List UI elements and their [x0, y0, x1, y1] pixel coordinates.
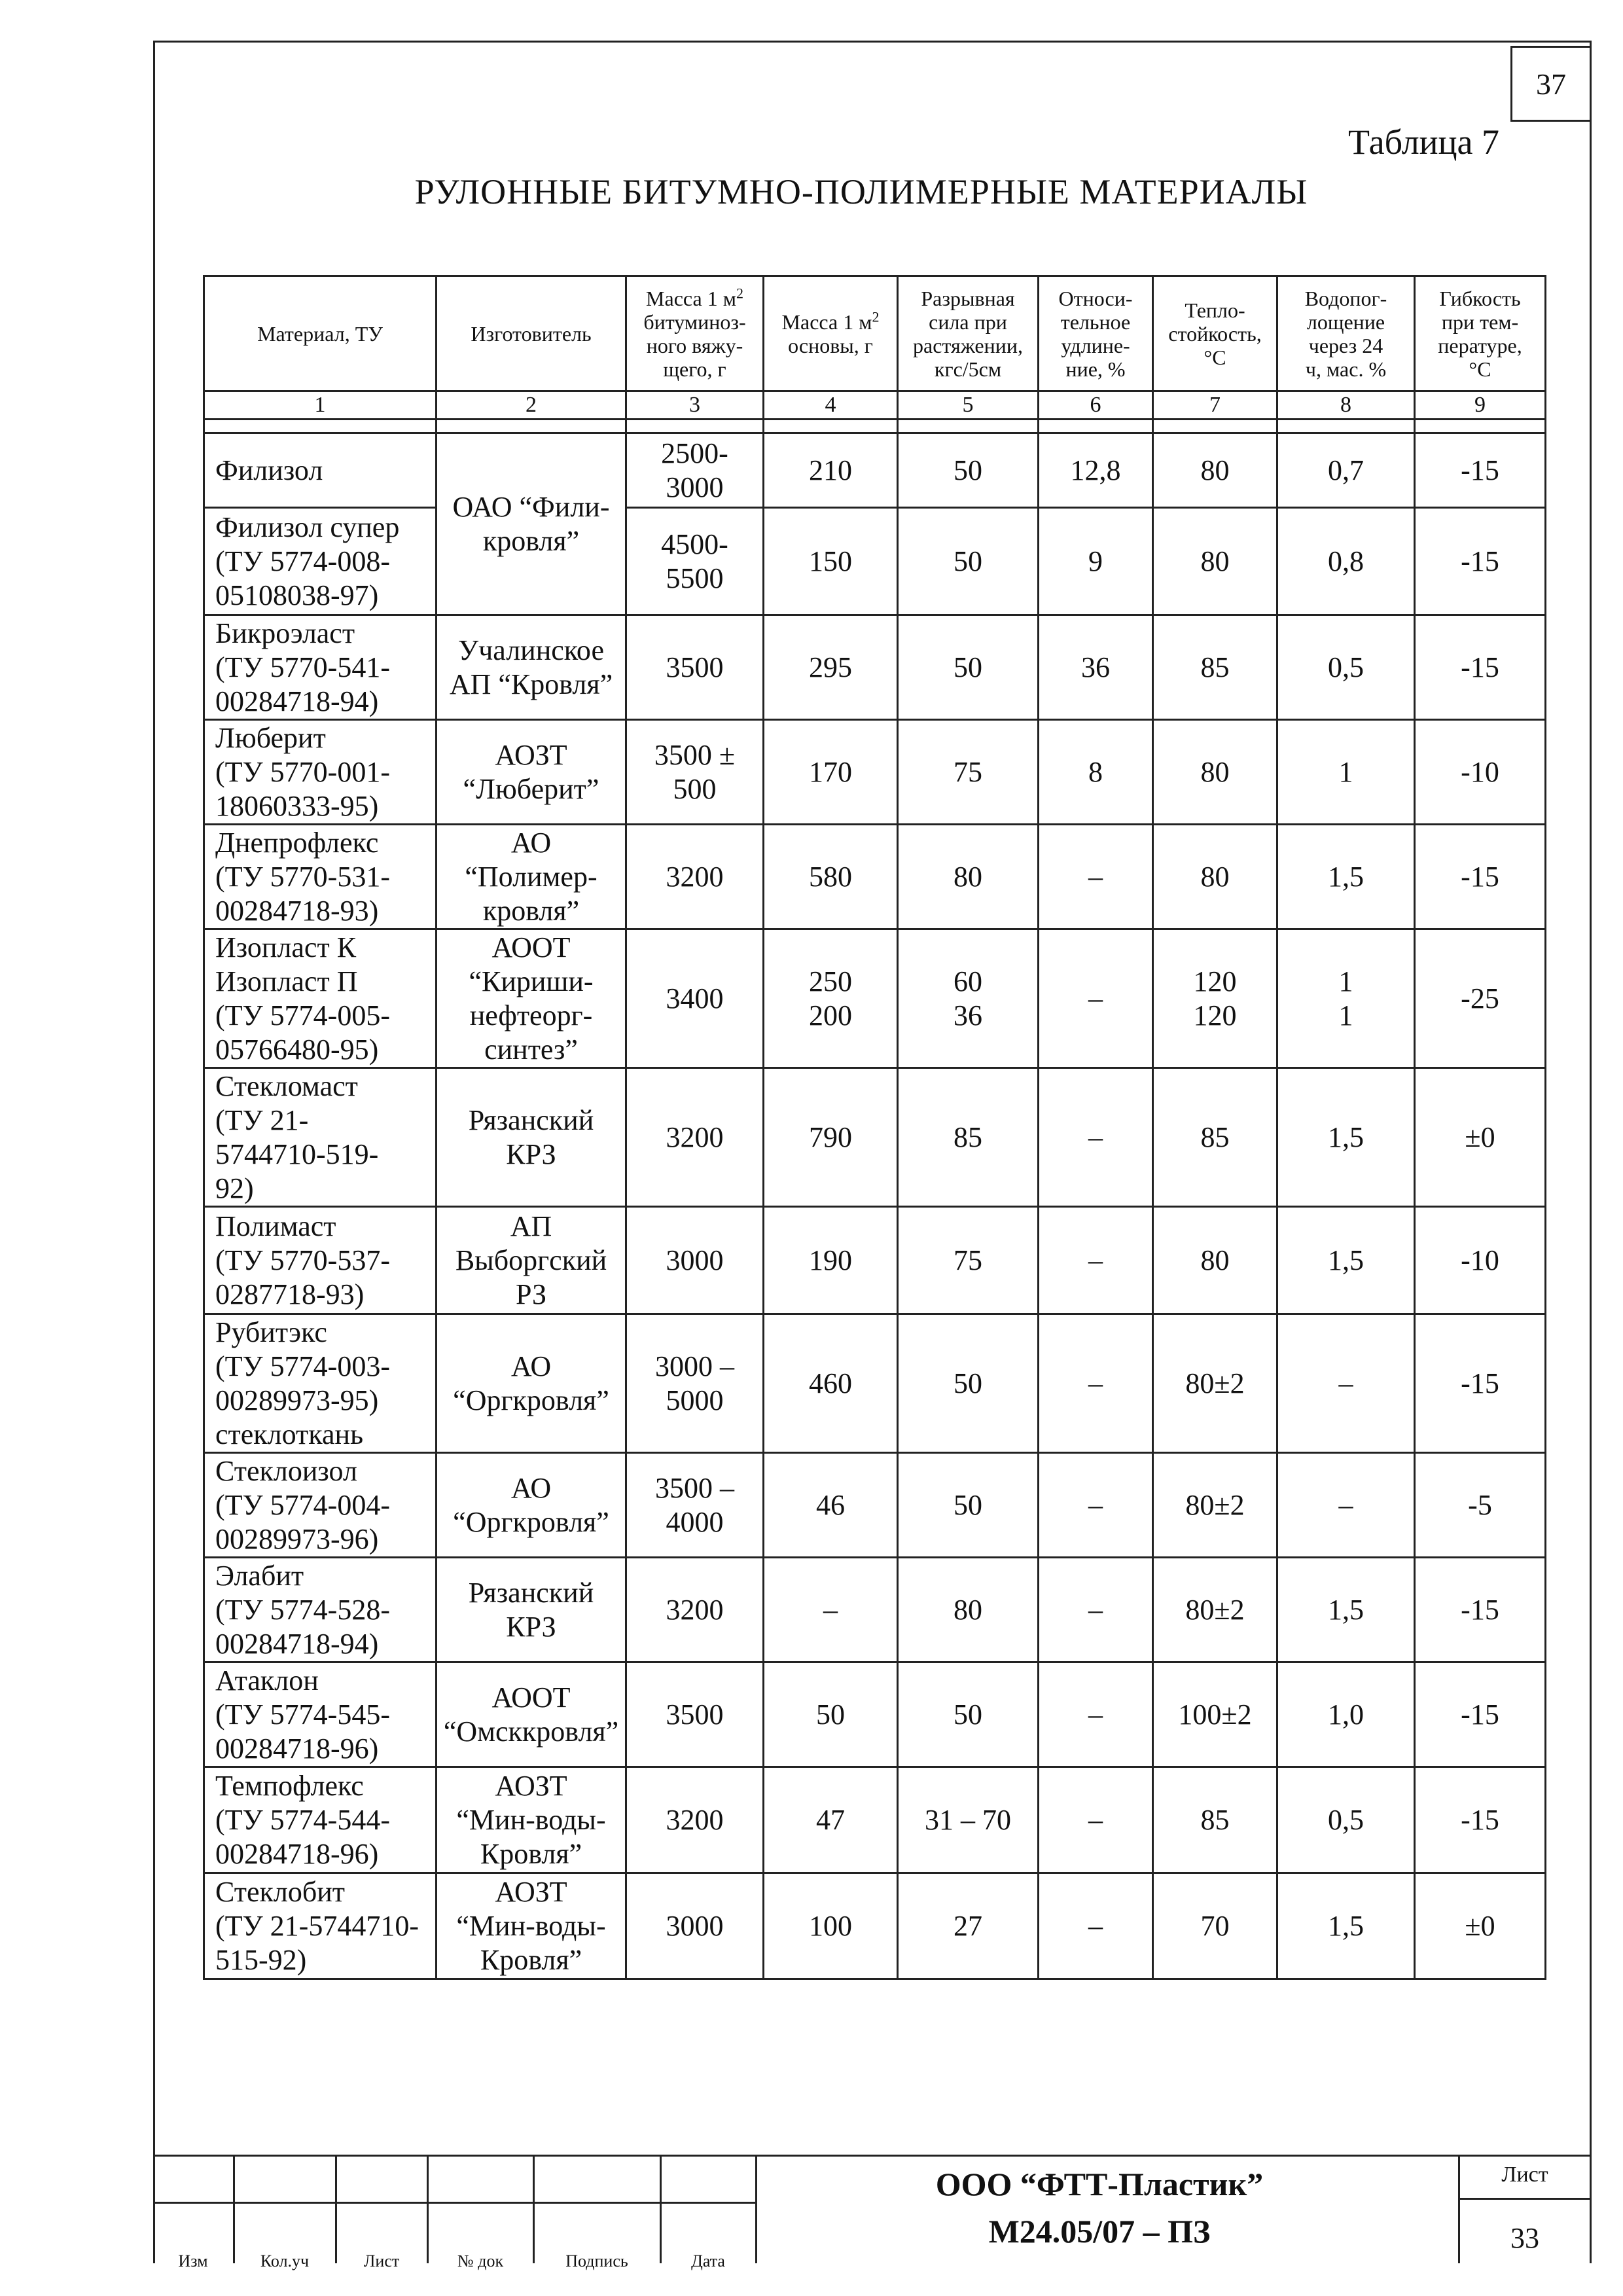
tensile-cell: 27	[898, 1873, 1039, 1979]
header-heat-resistance: Тепло- стойкость, °С	[1153, 276, 1277, 391]
stamp-vline	[660, 2155, 662, 2263]
stamp-caption: Дата	[691, 2251, 725, 2270]
material-cell: Элабит (ТУ 5774-528- 00284718-94)	[204, 1558, 437, 1662]
binder-mass-cell: 3500 – 4000	[626, 1453, 764, 1558]
binder-mass-cell: 3500	[626, 615, 764, 720]
maker-cell: АОЗТ “Люберит”	[437, 720, 626, 825]
flexibility-cell: -10	[1415, 1207, 1546, 1314]
base-mass-cell: 47	[764, 1767, 898, 1873]
header-base-mass: Масса 1 $м^2$ основы, г	[764, 276, 898, 391]
table-row	[204, 1873, 1546, 1979]
page-number: 37	[1510, 46, 1592, 122]
base-mass-cell: 170	[764, 720, 898, 825]
flexibility-cell: -15	[1415, 1767, 1546, 1873]
base-mass-cell: 790	[764, 1068, 898, 1207]
base-mass-cell: 50	[764, 1662, 898, 1767]
maker-cell: АООТ “Кириши- нефтеорг- синтез”	[437, 929, 626, 1068]
header-binder-mass: Масса 1 $м^2$ битуминоз- ного вяжу- щего, г	[626, 276, 764, 391]
base-mass-cell: 250 200	[764, 929, 898, 1068]
table-label: Таблица 7	[1348, 122, 1499, 162]
table-row	[204, 929, 1546, 1068]
tensile-cell: 75	[898, 720, 1039, 825]
binder-mass-cell: 3000	[626, 1873, 764, 1979]
binder-mass-cell: 3200	[626, 1558, 764, 1662]
base-mass-cell: 150	[764, 508, 898, 615]
flexibility-cell: -10	[1415, 720, 1546, 825]
water-absorption-cell: 1,5	[1277, 1558, 1415, 1662]
heat-resistance-cell: 85	[1153, 1068, 1277, 1207]
elongation-cell: –	[1039, 1662, 1153, 1767]
binder-mass-cell: 3200	[626, 1767, 764, 1873]
water-absorption-cell: 1 1	[1277, 929, 1415, 1068]
base-mass-cell: 460	[764, 1314, 898, 1453]
material-cell: Стекломаст (ТУ 21- 5744710-519- 92)	[204, 1068, 437, 1207]
base-mass-cell: 190	[764, 1207, 898, 1314]
heat-resistance-cell: 80	[1153, 1207, 1277, 1314]
heat-resistance-cell: 80±2	[1153, 1314, 1277, 1453]
stamp-caption: Кол.уч	[260, 2251, 310, 2270]
material-cell: Филизол супер (ТУ 5774-008- 05108038-97)	[204, 508, 437, 615]
heat-resistance-cell: 80±2	[1153, 1453, 1277, 1558]
tensile-cell: 80	[898, 1558, 1039, 1662]
material-cell: Рубитэкс (ТУ 5774-003- 00289973-95) стеклоткань	[204, 1314, 437, 1453]
flexibility-cell: -25	[1415, 929, 1546, 1068]
table-row	[204, 720, 1546, 825]
header-flexibility: Гибкость при тем- пературе, °С	[1415, 276, 1546, 391]
header-elongation: Относи- тельное удлине- ние, %	[1039, 276, 1153, 391]
elongation-cell: –	[1039, 1068, 1153, 1207]
material-cell: Темпофлекс (ТУ 5774-544- 00284718-96)	[204, 1767, 437, 1873]
flexibility-cell: ±0	[1415, 1068, 1546, 1207]
elongation-cell: –	[1039, 825, 1153, 929]
table-row	[204, 1662, 1546, 1767]
table-row	[204, 1453, 1546, 1558]
tensile-cell: 85	[898, 1068, 1039, 1207]
flexibility-cell: -15	[1415, 1314, 1546, 1453]
flexibility-cell: -15	[1415, 508, 1546, 615]
binder-mass-cell: 3400	[626, 929, 764, 1068]
tensile-cell: 31 – 70	[898, 1767, 1039, 1873]
material-cell: Атаклон (ТУ 5774-545- 00284718-96)	[204, 1662, 437, 1767]
elongation-cell: –	[1039, 1558, 1153, 1662]
maker-cell: АООТ “Омсккровля”	[437, 1662, 626, 1767]
sheet-label: Лист	[1501, 2162, 1548, 2187]
stamp-caption: Подпись	[565, 2251, 628, 2270]
material-cell: Стеклоизол (ТУ 5774-004- 00289973-96)	[204, 1453, 437, 1558]
tensile-cell: 60 36	[898, 929, 1039, 1068]
maker-cell: АО “Полимер- кровля”	[437, 825, 626, 929]
elongation-cell: –	[1039, 1767, 1153, 1873]
elongation-cell: –	[1039, 1453, 1153, 1558]
heat-resistance-cell: 80	[1153, 720, 1277, 825]
elongation-cell: –	[1039, 1873, 1153, 1979]
water-absorption-cell: 1,0	[1277, 1662, 1415, 1767]
flexibility-cell: -15	[1415, 433, 1546, 508]
heat-resistance-cell: 80	[1153, 433, 1277, 508]
flexibility-cell: -15	[1415, 825, 1546, 929]
heat-resistance-cell: 85	[1153, 1767, 1277, 1873]
water-absorption-cell: 1	[1277, 720, 1415, 825]
table-row	[204, 1207, 1546, 1314]
stamp-top-line	[153, 2155, 1590, 2157]
table-row	[204, 825, 1546, 929]
table-row	[204, 1314, 1546, 1453]
col-number: 3	[626, 391, 764, 420]
material-cell: Филизол	[204, 433, 437, 508]
document-code: М24.05/07 – ПЗ	[988, 2213, 1211, 2250]
binder-mass-cell: 3000	[626, 1207, 764, 1314]
elongation-cell: 9	[1039, 508, 1153, 615]
tensile-cell: 50	[898, 433, 1039, 508]
heat-resistance-cell: 120 120	[1153, 929, 1277, 1068]
flexibility-cell: -15	[1415, 1558, 1546, 1662]
header-maker: Изготовитель	[437, 276, 626, 391]
base-mass-cell: 100	[764, 1873, 898, 1979]
binder-mass-cell: 3000 – 5000	[626, 1314, 764, 1453]
material-cell: Стеклобит (ТУ 21-5744710- 515-92)	[204, 1873, 437, 1979]
header-row	[204, 276, 1546, 391]
material-cell: Полимаст (ТУ 5770-537- 0287718-93)	[204, 1207, 437, 1314]
table-row	[204, 508, 1546, 615]
material-cell: Изопласт К Изопласт П (ТУ 5774-005- 05766480-95)	[204, 929, 437, 1068]
col-number: 6	[1039, 391, 1153, 420]
water-absorption-cell: 1,5	[1277, 825, 1415, 929]
maker-cell: АО “Оргкровля”	[437, 1314, 626, 1453]
binder-mass-cell: 3200	[626, 1068, 764, 1207]
tensile-cell: 50	[898, 1314, 1039, 1453]
col-number: 1	[204, 391, 437, 420]
table-row	[204, 1558, 1546, 1662]
stamp-vline	[335, 2155, 337, 2263]
tensile-cell: 50	[898, 1453, 1039, 1558]
material-cell: Днепрофлекс (ТУ 5770-531- 00284718-93)	[204, 825, 437, 929]
header-water-absorption: Водопог- лощение через 24 ч, мас. %	[1277, 276, 1415, 391]
page-title: РУЛОННЫЕ БИТУМНО-ПОЛИМЕРНЫЕ МАТЕРИАЛЫ	[414, 172, 1308, 211]
company-name: ООО “ФТТ-Пластик”	[935, 2166, 1264, 2202]
maker-cell: АО “Оргкровля”	[437, 1453, 626, 1558]
tensile-cell: 75	[898, 1207, 1039, 1314]
table-row	[204, 1767, 1546, 1873]
stamp-sheet-line	[1459, 2198, 1592, 2200]
elongation-cell: –	[1039, 1314, 1153, 1453]
water-absorption-cell: 1,5	[1277, 1207, 1415, 1314]
maker-cell: АОЗТ “Мин-воды- Кровля”	[437, 1767, 626, 1873]
stamp-caption: № док	[457, 2251, 504, 2270]
maker-cell: ОАО “Фили- кровля”	[437, 433, 626, 615]
flexibility-cell: ±0	[1415, 1873, 1546, 1979]
heat-resistance-cell: 80	[1153, 825, 1277, 929]
table-row	[204, 1068, 1546, 1207]
tensile-cell: 50	[898, 615, 1039, 720]
flexibility-cell: -5	[1415, 1453, 1546, 1558]
heat-resistance-cell: 100±2	[1153, 1662, 1277, 1767]
base-mass-cell: 46	[764, 1453, 898, 1558]
flexibility-cell: -15	[1415, 615, 1546, 720]
tensile-cell: 80	[898, 825, 1039, 929]
heat-resistance-cell: 80	[1153, 508, 1277, 615]
elongation-cell: 12,8	[1039, 433, 1153, 508]
heat-resistance-cell: 70	[1153, 1873, 1277, 1979]
col-number: 8	[1277, 391, 1415, 420]
binder-mass-cell: 3500 ± 500	[626, 720, 764, 825]
table-row	[204, 433, 1546, 508]
maker-cell: Рязанский КРЗ	[437, 1068, 626, 1207]
flexibility-cell: -15	[1415, 1662, 1546, 1767]
binder-mass-cell: 4500- 5500	[626, 508, 764, 615]
binder-mass-cell: 3500	[626, 1662, 764, 1767]
header-material: Материал, ТУ	[204, 276, 437, 391]
table-row	[204, 615, 1546, 720]
elongation-cell: 8	[1039, 720, 1153, 825]
materials-table	[203, 275, 1546, 1980]
binder-mass-cell: 3200	[626, 825, 764, 929]
water-absorption-cell: –	[1277, 1453, 1415, 1558]
stamp-mid-line	[153, 2202, 755, 2204]
binder-mass-cell: 2500- 3000	[626, 433, 764, 508]
water-absorption-cell: 0,7	[1277, 433, 1415, 508]
maker-cell: АОЗТ “Мин-воды- Кровля”	[437, 1873, 626, 1979]
material-cell: Бикроэласт (ТУ 5770-541- 00284718-94)	[204, 615, 437, 720]
stamp-vline	[533, 2155, 535, 2263]
maker-cell: АП Выборгский РЗ	[437, 1207, 626, 1314]
heat-resistance-cell: 85	[1153, 615, 1277, 720]
water-absorption-cell: 1,5	[1277, 1068, 1415, 1207]
base-mass-cell: 210	[764, 433, 898, 508]
water-absorption-cell: 0,8	[1277, 508, 1415, 615]
stamp-vline	[233, 2155, 235, 2263]
maker-cell: Учалинское АП “Кровля”	[437, 615, 626, 720]
water-absorption-cell: 0,5	[1277, 1767, 1415, 1873]
material-cell: Люберит (ТУ 5770-001- 18060333-95)	[204, 720, 437, 825]
elongation-cell: –	[1039, 1207, 1153, 1314]
water-absorption-cell: 0,5	[1277, 615, 1415, 720]
elongation-cell: 36	[1039, 615, 1153, 720]
stamp-caption: Лист	[363, 2251, 400, 2270]
heat-resistance-cell: 80±2	[1153, 1558, 1277, 1662]
sheet-number: 33	[1510, 2222, 1539, 2254]
base-mass-cell: –	[764, 1558, 898, 1662]
stamp-vline	[427, 2155, 429, 2263]
water-absorption-cell: –	[1277, 1314, 1415, 1453]
stamp-caption: Изм	[178, 2251, 208, 2270]
base-mass-cell: 580	[764, 825, 898, 929]
header-tensile: Разрывная сила при растяжении, кгс/5см	[898, 276, 1039, 391]
col-number: 9	[1415, 391, 1546, 420]
tensile-cell: 50	[898, 1662, 1039, 1767]
column-number-row	[204, 391, 1546, 420]
maker-cell: Рязанский КРЗ	[437, 1558, 626, 1662]
base-mass-cell: 295	[764, 615, 898, 720]
col-number: 4	[764, 391, 898, 420]
tensile-cell: 50	[898, 508, 1039, 615]
water-absorption-cell: 1,5	[1277, 1873, 1415, 1979]
col-number: 5	[898, 391, 1039, 420]
elongation-cell: –	[1039, 929, 1153, 1068]
header-gap	[204, 420, 1546, 433]
col-number: 7	[1153, 391, 1277, 420]
col-number: 2	[437, 391, 626, 420]
